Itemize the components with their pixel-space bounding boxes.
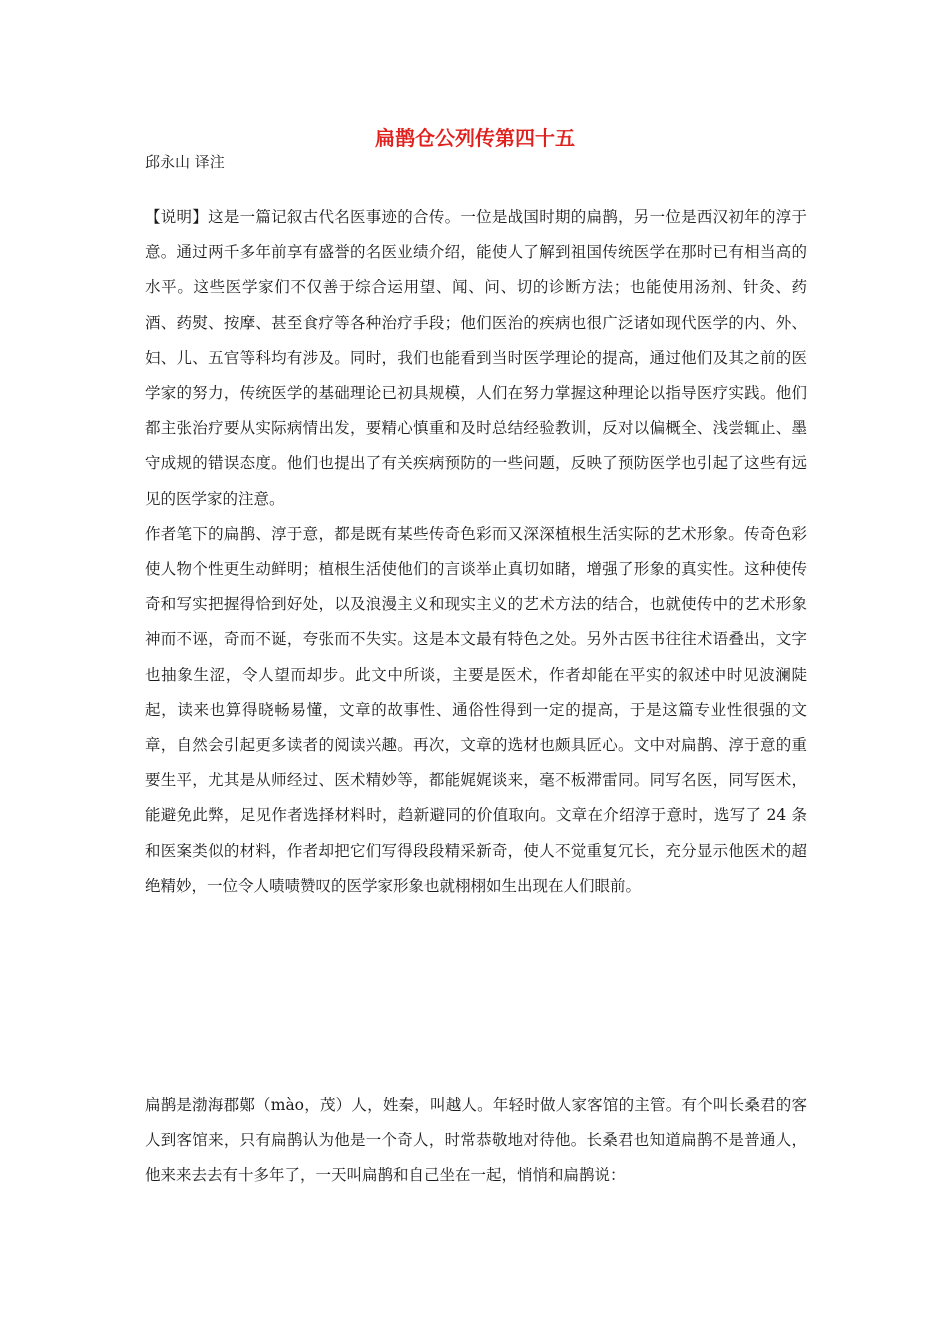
intro-paragraph-analysis: 作者笔下的扁鹊、淳于意，都是既有某些传奇色彩而又深深植根生活实际的艺术形象。传奇色彩使人物个性更生动鲜明；植根生活使他们的言谈举止真切如睹，增强了形象的真实性。这种使传奇和写实把握得恰到好处，以及浪漫主义和现实主义的艺术方法的结合，也就使传中的艺术形象神而不诬，奇而不诞，夸张而不失实。这是本文最有特色之处。另外古医书往往术语叠出，文字也抽象生涩，令人望而却步。此文中所谈，主要是医术，作者却能在平实的叙述中时见波澜陡起，读来也算得晓畅易懂，文章的故事性、通俗性得到一定的提高，于是这篇专业性很强的文章，自然会引起更多读者的阅读兴趣。再次，文章的选材也颇具匠心。文中对扁鹊、淳于意的重要生平，尤其是从师经过、医术精妙等，都能娓娓谈来，毫不板滞雷同。同写名医，同写医术，能避免此弊，足见作者选择材料时，趋新避同的价值取向。文章在介绍淳于意时，选写了 24 条和医案类似的材料，作者却把它们写得段段精采新奇，使人不觉重复冗长，充分显示他医术的超绝精妙，一位令人啧啧赞叹的医学家形象也就栩栩如生出现在人们眼前。: [145, 524, 807, 895]
author-line: 邱永山 译注: [145, 153, 225, 171]
story-paragraph: 扁鹊是渤海郡鄚（màо，茂）人，姓秦，叫越人。年轻时做人家客馆的主管。有个叫长桑君的客人到客馆来，只有扁鹊认为他是一个奇人，时常恭敬地对待他。长桑君也知道扁鹊不是普通人，他来来去去有十多年了，一天叫扁鹊和自己坐在一起，悄悄和扁鹊说：: [145, 1096, 807, 1185]
document-title: 扁鹊仓公列传第四十五: [375, 126, 575, 150]
intro-paragraph-explanation: 【说明】这是一篇记叙古代名医事迹的合传。一位是战国时期的扁鹊，另一位是西汉初年的淳于意。通过两千多年前享有盛誉的名医业绩介绍，能使人了解到祖国传统医学在那时已有相当高的水平。这些医学家们不仅善于综合运用望、闻、问、切的诊断方法；也能使用汤剂、针灸、药酒、药熨、按摩、甚至食疗等各种治疗手段；他们医治的疾病也很广泛诸如现代医学的内、外、妇、儿、五官等科均有涉及。同时，我们也能看到当时医学理论的提高，通过他们及其之前的医学家的努力，传统医学的基础理论已初具规模，人们在努力掌握这种理论以指导医疗实践。他们都主张治疗要从实际病情出发，要精心慎重和及时总结经验教训，反对以偏概全、浅尝辄止、墨守成规的错误态度。他们也提出了有关疾病预防的一些问题，反映了预防医学也引起了这些有远见的医学家的注意。: [145, 208, 807, 508]
story-section: [145, 1088, 807, 1194]
intro-section: [145, 200, 807, 904]
